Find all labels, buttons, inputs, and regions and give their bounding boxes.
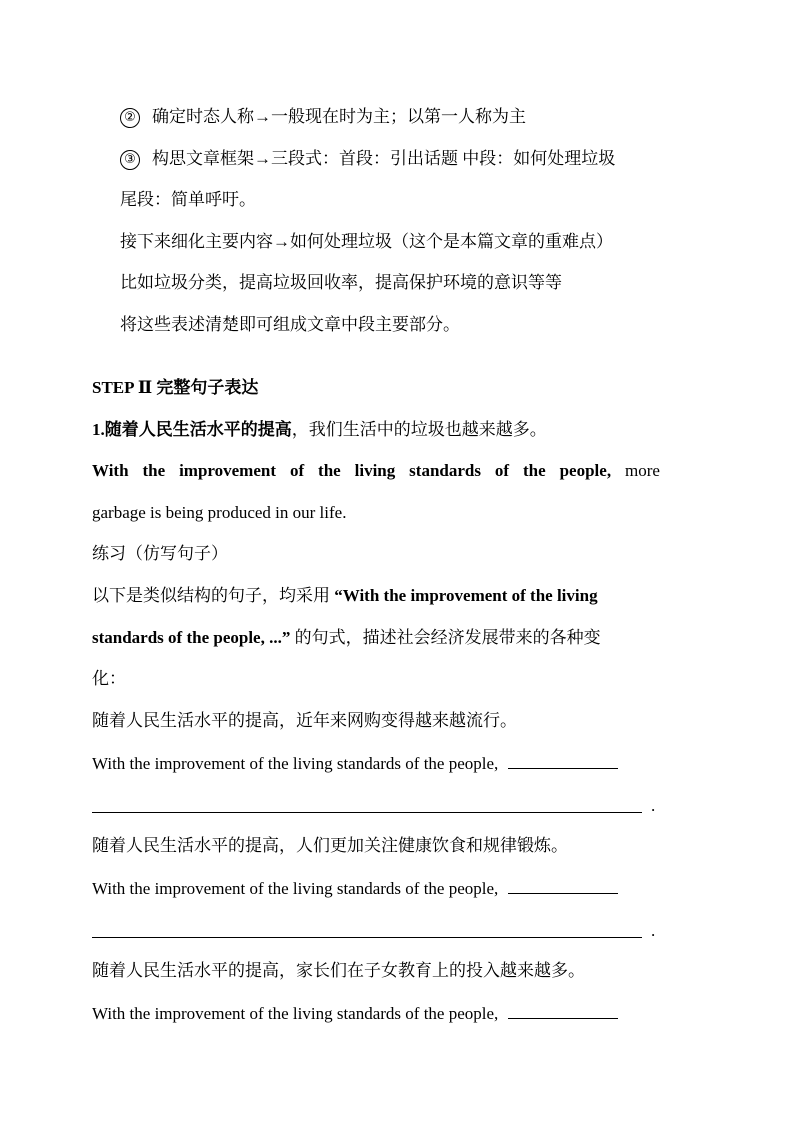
example-chinese <box>92 420 547 440</box>
example-chinese-rest: ，我们生活中的垃圾也越来越多。 <box>291 420 547 439</box>
practice-item-2-chinese: 随着人民生活水平的提高，人们更加关注健康饮食和规律锻炼。 <box>92 836 568 855</box>
step-number-3: ③ <box>120 150 140 170</box>
practice-item-1-chinese: 随着人民生活水平的提高，近年来网购变得越来越流行。 <box>92 711 517 730</box>
practice-intro-quote-2: standards of the people, ...” <box>92 628 291 647</box>
sentence-end-period: . <box>651 796 656 815</box>
practice-item-1-english-text: With the improvement of the living standards of the people, <box>92 754 499 773</box>
practice-item-2-english-text: With the improvement of the living standards of the people, <box>92 879 499 898</box>
example-en-word: of <box>289 461 305 480</box>
practice-intro-post: 的句式，描述社会经济发展带来的各种变 <box>290 628 601 647</box>
example-en-word: people, <box>559 461 612 480</box>
answer-blank[interactable] <box>508 752 618 769</box>
practice-item-1-english <box>92 752 618 774</box>
step-3-continuation: 尾段：简单呼吁。 <box>120 190 256 209</box>
example-en-word: the <box>523 461 546 480</box>
practice-item-3-english-text: With the improvement of the living standards of the people, <box>92 1004 499 1023</box>
section-heading: STEP Ⅱ 完整句子表达 <box>92 378 259 397</box>
example-number: 1. <box>92 420 105 439</box>
detail-line-1: 接下来细化主要内容→如何处理垃圾（这个是本篇文章的重难点） <box>120 232 613 251</box>
example-en-rest: more <box>625 461 660 480</box>
answer-blank[interactable] <box>508 1002 618 1019</box>
step-3-line <box>120 149 615 170</box>
example-chinese-bold: 随着人民生活水平的提高 <box>104 420 292 439</box>
example-en-word: With <box>92 461 129 480</box>
practice-intro-quote-1: “With the improvement of the living <box>334 586 598 605</box>
example-en-word: living <box>354 461 396 480</box>
practice-intro-line-1 <box>92 586 598 606</box>
sentence-end-period: . <box>651 921 656 940</box>
practice-item-3-chinese: 随着人民生活水平的提高，家长们在子女教育上的投入越来越多。 <box>92 961 585 980</box>
detail-line-3: 将这些表述清楚即可组成文章中段主要部分。 <box>120 315 460 334</box>
step-3-text: 构思文章框架→三段式：首段：引出话题 中段：如何处理垃圾 <box>152 149 616 168</box>
step-2-text: 确定时态人称→一般现在时为主；以第一人称为主 <box>152 107 526 126</box>
practice-item-3-english <box>92 1002 618 1024</box>
practice-intro-pre: 以下是类似结构的句子，均采用 <box>92 586 335 605</box>
example-en-word: the <box>318 461 341 480</box>
example-english-line-2: garbage is being produced in our life. <box>92 503 347 522</box>
step-2-line <box>120 107 526 128</box>
example-en-word: standards <box>409 461 481 480</box>
practice-item-2-english <box>92 877 618 899</box>
step-number-2: ② <box>120 108 140 128</box>
example-en-word: of <box>494 461 510 480</box>
example-en-word: the <box>142 461 166 480</box>
answer-blank[interactable] <box>508 877 618 894</box>
practice-title: 练习（仿写句子） <box>92 544 228 563</box>
example-en-word: improvement <box>179 461 277 480</box>
answer-line[interactable] <box>92 812 642 813</box>
example-english-line-1 <box>92 461 660 481</box>
answer-line[interactable] <box>92 937 642 938</box>
practice-intro-line-2 <box>92 628 601 648</box>
detail-line-2: 比如垃圾分类，提高垃圾回收率，提高保护环境的意识等等 <box>120 273 562 292</box>
practice-intro-line-3: 化： <box>92 669 126 688</box>
